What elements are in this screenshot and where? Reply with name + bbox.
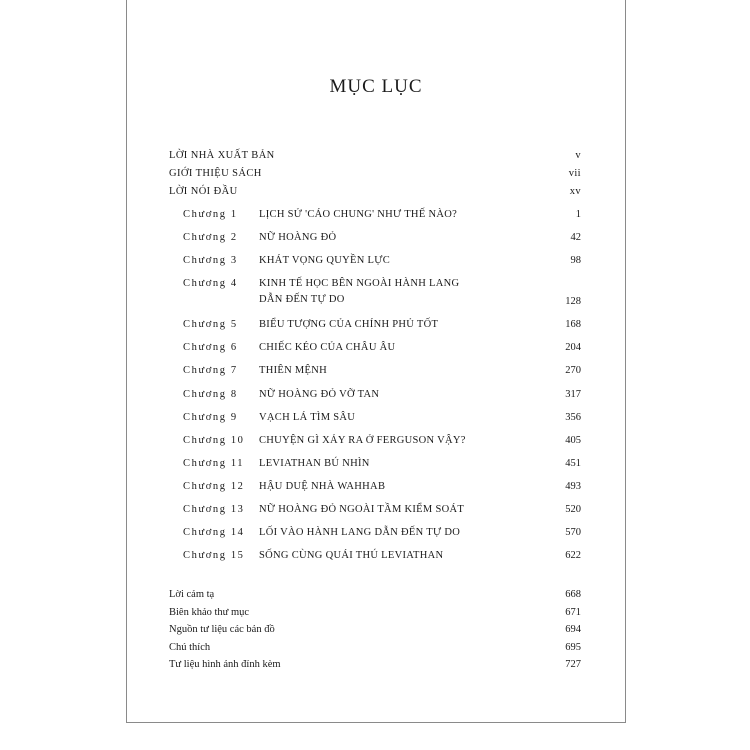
chapter-number: Chương 9 (183, 411, 238, 423)
entry-page: vii (568, 168, 581, 179)
chapter-title-line: THIÊN MỆNH (259, 365, 328, 377)
chapter-title-line: KINH TẾ HỌC BÊN NGOÀI HÀNH LANG (259, 278, 460, 290)
chapter-title-line: NỮ HOÀNG ĐỎ (259, 232, 337, 244)
chapter-title (259, 278, 531, 305)
chapter-number: Chương 2 (183, 232, 238, 244)
chapter-entry (169, 255, 581, 278)
page-title: MỤC LỤC (329, 76, 423, 97)
entry-label: Nguồn tư liệu các bản đồ (169, 624, 275, 635)
toc-entry (169, 659, 581, 677)
chapter-title-line: NỮ HOÀNG ĐỎ VỠ TAN (259, 388, 380, 400)
chapter-page: 42 (570, 232, 581, 244)
chapter-title-line: LEVIATHAN BÚ NHÌN (259, 457, 370, 469)
chapter-number: Chương 5 (183, 319, 238, 331)
chapter-entry (169, 504, 581, 527)
chapter-number: Chương 1 (183, 209, 238, 220)
chapter-title-line: HẬU DUỆ NHÀ WAHHAB (259, 480, 386, 492)
chapter-number: Chương 8 (183, 388, 238, 400)
chapter-title (259, 458, 531, 469)
chapter-title (259, 342, 531, 353)
entry-label: Chú thích (169, 641, 211, 653)
chapter-number: Chương 4 (183, 278, 238, 290)
chapter-title (259, 435, 531, 446)
chapter-entry (169, 481, 581, 504)
chapter-title (259, 319, 531, 330)
chapter-page: 405 (565, 434, 581, 446)
chapter-number: Chương 15 (183, 550, 245, 562)
chapter-list (169, 209, 581, 573)
chapter-page: 493 (565, 480, 581, 492)
chapter-entry (169, 342, 581, 365)
chapter-entry (169, 550, 581, 573)
book-page (126, 0, 626, 723)
chapter-page: 128 (565, 296, 581, 308)
chapter-title (259, 232, 531, 243)
chapter-entry (169, 527, 581, 550)
chapter-entry (169, 209, 581, 232)
chapter-title-line: NỮ HOÀNG ĐỎ NGOÀI TẦM KIỂM SOÁT (259, 504, 465, 516)
chapter-title (259, 389, 531, 400)
chapter-title-line: CHIẾC KÉO CỦA CHÂU ÂU (259, 342, 396, 354)
chapter-entry (169, 458, 581, 481)
chapter-title-line: CHUYỆN GÌ XẢY RA Ở FERGUSON VẬY? (259, 434, 466, 446)
chapter-entry (169, 278, 581, 319)
entry-page: xv (569, 186, 581, 197)
entry-label: LỜI NÓI ĐẦU (169, 186, 238, 197)
chapter-page: 622 (565, 550, 581, 562)
chapter-entry (169, 365, 581, 388)
entry-label: LỜI NHÀ XUẤT BẢN (169, 150, 275, 161)
chapter-page: 520 (565, 504, 581, 516)
chapter-title (259, 412, 531, 423)
chapter-title-line: SỐNG CÙNG QUÁI THÚ LEVIATHAN (259, 550, 444, 562)
chapter-number: Chương 13 (183, 504, 245, 516)
chapter-title (259, 209, 531, 220)
chapter-title (259, 527, 531, 538)
chapter-title-line: KHÁT VỌNG QUYỀN LỰC (259, 255, 390, 267)
chapter-page: 317 (565, 388, 581, 400)
chapter-number: Chương 12 (183, 480, 245, 492)
entry-label: GIỚI THIỆU SÁCH (169, 168, 262, 179)
chapter-title-line: DẪN ĐẾN TỰ DO (259, 294, 345, 306)
front-matter-list (169, 150, 581, 204)
chapter-page: 1 (575, 209, 581, 220)
chapter-number: Chương 10 (183, 434, 245, 446)
entry-page: 671 (565, 606, 581, 618)
entry-label: Lời cảm tạ (169, 589, 215, 600)
toc-entry (169, 168, 581, 186)
chapter-title (259, 550, 531, 561)
chapter-entry (169, 319, 581, 342)
chapter-title (259, 504, 531, 515)
chapter-title-line: LỐI VÀO HÀNH LANG DẪN ĐẾN TỰ DO (259, 527, 461, 539)
chapter-number: Chương 11 (183, 457, 245, 469)
chapter-title (259, 481, 531, 492)
chapter-entry (169, 232, 581, 255)
entry-label: Biên khảo thư mục (169, 606, 250, 618)
entry-page: v (575, 150, 581, 161)
chapter-page: 570 (565, 527, 581, 539)
entry-page: 695 (565, 641, 581, 653)
chapter-page: 270 (565, 365, 581, 377)
chapter-title-line: VẠCH LÁ TÌM SÂU (259, 411, 356, 423)
entry-page: 694 (565, 624, 581, 635)
chapter-page: 451 (565, 457, 581, 469)
chapter-entry (169, 412, 581, 435)
chapter-title-line: BIỂU TƯỢNG CỦA CHÍNH PHỦ TỐT (259, 319, 439, 331)
entry-page: 668 (565, 589, 581, 600)
chapter-entry (169, 389, 581, 412)
chapter-number: Chương 7 (183, 365, 238, 377)
chapter-number: Chương 14 (183, 527, 245, 539)
back-matter-list (169, 589, 581, 677)
chapter-page: 356 (565, 411, 581, 423)
entry-label: Tư liệu hình ảnh đính kèm (169, 659, 281, 670)
chapter-number: Chương 6 (183, 342, 238, 354)
toc-entry (169, 186, 581, 204)
chapter-page: 204 (565, 342, 581, 354)
entry-page: 727 (565, 659, 581, 670)
toc-entry (169, 642, 581, 660)
toc-entry (169, 589, 581, 607)
chapter-title (259, 255, 531, 266)
chapter-page: 168 (565, 319, 581, 331)
chapter-number: Chương 3 (183, 255, 238, 267)
chapter-title (259, 365, 531, 376)
toc-entry (169, 607, 581, 625)
chapter-title-line: LỊCH SỬ 'CÁO CHUNG' NHƯ THẾ NÀO? (259, 209, 458, 220)
toc-entry (169, 150, 581, 168)
toc-entry (169, 624, 581, 642)
chapter-page: 98 (570, 255, 581, 267)
chapter-entry (169, 435, 581, 458)
